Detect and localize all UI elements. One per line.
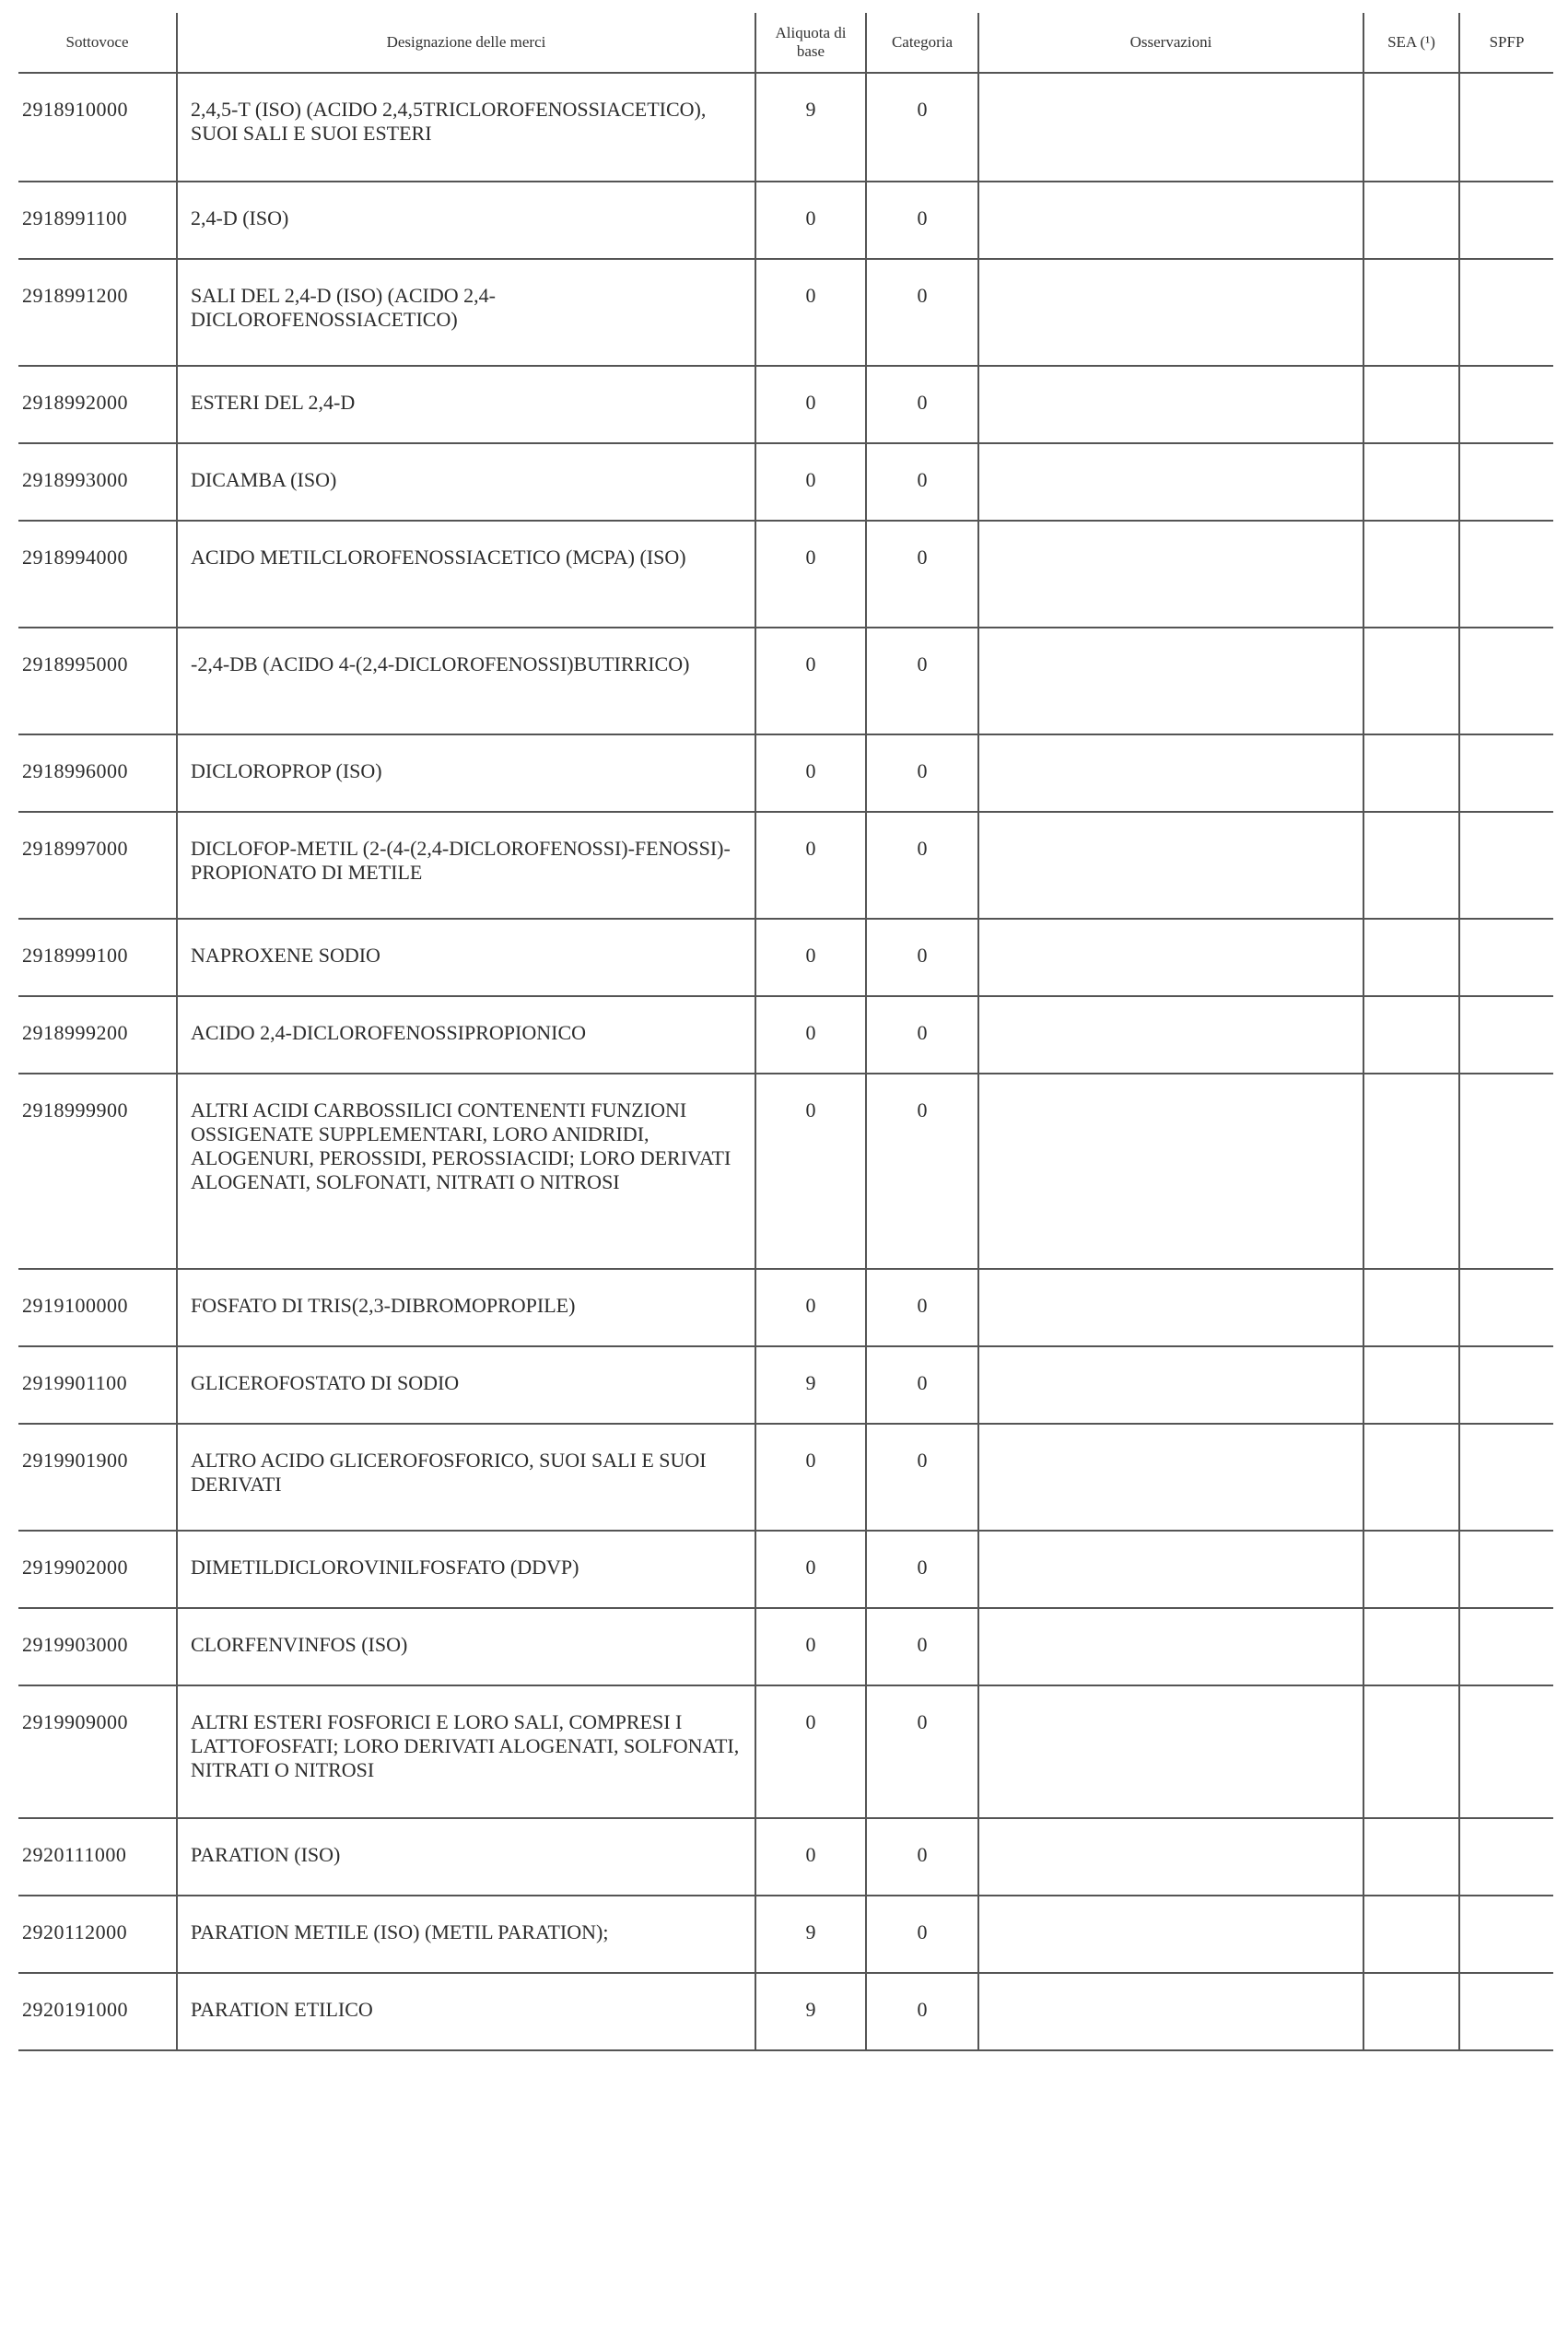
cell-category: 0 [866, 1685, 978, 1818]
cell-code: 2918991200 [18, 259, 177, 366]
cell-rate: 0 [755, 1685, 866, 1818]
header-rate [755, 13, 866, 73]
cell-sea [1363, 812, 1459, 919]
cell-code: 2920112000 [18, 1896, 177, 1973]
table-row [18, 1346, 1553, 1424]
cell-rate: 9 [755, 1346, 866, 1424]
cell-code: 2919902000 [18, 1531, 177, 1608]
cell-description: DICLOFOP-METIL (2-(4-(2,4-DICLOROFENOSSI)-FENOSSI)-PROPIONATO DI METILE [177, 812, 755, 919]
tariff-table [18, 13, 1553, 2051]
cell-spfp [1459, 1269, 1553, 1346]
header-remarks: Osservazioni [978, 13, 1363, 73]
cell-description: DICAMBA (ISO) [177, 443, 755, 521]
cell-remarks [978, 812, 1363, 919]
cell-rate: 0 [755, 366, 866, 443]
table-row [18, 521, 1553, 628]
cell-code: 2918992000 [18, 366, 177, 443]
cell-category: 0 [866, 1608, 978, 1685]
cell-rate: 0 [755, 812, 866, 919]
cell-code: 2920191000 [18, 1973, 177, 2050]
cell-description: CLORFENVINFOS (ISO) [177, 1608, 755, 1685]
cell-description: ACIDO 2,4-DICLOROFENOSSIPROPIONICO [177, 996, 755, 1074]
table-row [18, 628, 1553, 734]
cell-spfp [1459, 182, 1553, 259]
cell-rate: 0 [755, 1424, 866, 1531]
header-row [18, 13, 1553, 73]
cell-rate: 9 [755, 1973, 866, 2050]
cell-category: 0 [866, 1346, 978, 1424]
cell-remarks [978, 1074, 1363, 1269]
cell-description: FOSFATO DI TRIS(2,3-DIBROMOPROPILE) [177, 1269, 755, 1346]
cell-code: 2918999200 [18, 996, 177, 1074]
cell-remarks [978, 1269, 1363, 1346]
cell-code: 2918999100 [18, 919, 177, 996]
table-row [18, 1531, 1553, 1608]
cell-remarks [978, 628, 1363, 734]
cell-rate: 0 [755, 1074, 866, 1269]
cell-code: 2918999900 [18, 1074, 177, 1269]
cell-remarks [978, 1531, 1363, 1608]
table-row [18, 443, 1553, 521]
table-row [18, 73, 1553, 182]
cell-spfp [1459, 1818, 1553, 1896]
cell-sea [1363, 1269, 1459, 1346]
cell-sea [1363, 734, 1459, 812]
cell-category: 0 [866, 1269, 978, 1346]
cell-code: 2918993000 [18, 443, 177, 521]
cell-category: 0 [866, 443, 978, 521]
cell-description: -2,4-DB (ACIDO 4-(2,4-DICLOROFENOSSI)BUTIRRICO) [177, 628, 755, 734]
cell-code: 2918996000 [18, 734, 177, 812]
cell-description: NAPROXENE SODIO [177, 919, 755, 996]
cell-code: 2918991100 [18, 182, 177, 259]
cell-remarks [978, 73, 1363, 182]
cell-description: ALTRI ESTERI FOSFORICI E LORO SALI, COMPRESI I LATTOFOSFATI; LORO DERIVATI ALOGENATI, SOLFONATI, NITRATI O NITROSI [177, 1685, 755, 1818]
cell-category: 0 [866, 1896, 978, 1973]
cell-spfp [1459, 1074, 1553, 1269]
cell-sea [1363, 259, 1459, 366]
cell-code: 2918995000 [18, 628, 177, 734]
cell-rate: 0 [755, 919, 866, 996]
cell-category: 0 [866, 1074, 978, 1269]
cell-spfp [1459, 1346, 1553, 1424]
table-row [18, 259, 1553, 366]
cell-spfp [1459, 366, 1553, 443]
cell-remarks [978, 1608, 1363, 1685]
cell-rate: 0 [755, 1608, 866, 1685]
cell-remarks [978, 1685, 1363, 1818]
table-row [18, 919, 1553, 996]
cell-rate: 0 [755, 628, 866, 734]
cell-description: DICLOROPROP (ISO) [177, 734, 755, 812]
cell-spfp [1459, 1424, 1553, 1531]
cell-category: 0 [866, 366, 978, 443]
cell-description: ACIDO METILCLOROFENOSSIACETICO (MCPA) (ISO) [177, 521, 755, 628]
table-row [18, 1818, 1553, 1896]
cell-category: 0 [866, 628, 978, 734]
table-row [18, 1269, 1553, 1346]
cell-sea [1363, 1346, 1459, 1424]
cell-spfp [1459, 259, 1553, 366]
cell-category: 0 [866, 734, 978, 812]
tariff-page [18, 13, 1553, 2051]
table-row [18, 734, 1553, 812]
cell-code: 2919901100 [18, 1346, 177, 1424]
header-rate-line2: base [796, 42, 825, 60]
header-description: Designazione delle merci [177, 13, 755, 73]
table-row [18, 996, 1553, 1074]
cell-spfp [1459, 1608, 1553, 1685]
table-row [18, 1685, 1553, 1818]
cell-spfp [1459, 443, 1553, 521]
header-code: Sottovoce [18, 13, 177, 73]
cell-sea [1363, 628, 1459, 734]
cell-description: 2,4-D (ISO) [177, 182, 755, 259]
cell-rate: 0 [755, 1531, 866, 1608]
cell-description: ALTRO ACIDO GLICEROFOSFORICO, SUOI SALI E SUOI DERIVATI [177, 1424, 755, 1531]
cell-remarks [978, 1346, 1363, 1424]
cell-description: PARATION ETILICO [177, 1973, 755, 2050]
cell-spfp [1459, 73, 1553, 182]
cell-spfp [1459, 1685, 1553, 1818]
table-row [18, 366, 1553, 443]
cell-spfp [1459, 1896, 1553, 1973]
cell-code: 2919100000 [18, 1269, 177, 1346]
cell-code: 2919901900 [18, 1424, 177, 1531]
cell-remarks [978, 521, 1363, 628]
cell-category: 0 [866, 996, 978, 1074]
cell-remarks [978, 182, 1363, 259]
cell-remarks [978, 1973, 1363, 2050]
cell-category: 0 [866, 1973, 978, 2050]
header-category: Categoria [866, 13, 978, 73]
cell-spfp [1459, 812, 1553, 919]
cell-spfp [1459, 628, 1553, 734]
cell-remarks [978, 919, 1363, 996]
cell-sea [1363, 443, 1459, 521]
cell-spfp [1459, 996, 1553, 1074]
cell-remarks [978, 1424, 1363, 1531]
cell-sea [1363, 919, 1459, 996]
cell-description: 2,4,5-T (ISO) (ACIDO 2,4,5TRICLOROFENOSSIACETICO), SUOI SALI E SUOI ESTERI [177, 73, 755, 182]
cell-category: 0 [866, 182, 978, 259]
table-row [18, 182, 1553, 259]
cell-sea [1363, 1685, 1459, 1818]
cell-category: 0 [866, 1531, 978, 1608]
cell-rate: 0 [755, 259, 866, 366]
cell-description: GLICEROFOSTATO DI SODIO [177, 1346, 755, 1424]
cell-category: 0 [866, 1424, 978, 1531]
cell-sea [1363, 366, 1459, 443]
cell-category: 0 [866, 919, 978, 996]
cell-code: 2920111000 [18, 1818, 177, 1896]
cell-description: SALI DEL 2,4-D (ISO) (ACIDO 2,4-DICLOROFENOSSIACETICO) [177, 259, 755, 366]
table-row [18, 1973, 1553, 2050]
cell-category: 0 [866, 521, 978, 628]
cell-category: 0 [866, 73, 978, 182]
cell-description: ALTRI ACIDI CARBOSSILICI CONTENENTI FUNZIONI OSSIGENATE SUPPLEMENTARI, LORO ANIDRIDI, ALOGENURI, PEROSSIDI, PEROSSIACIDI; LORO DERIVATI ALOGENATI, SOLFONATI, NITRATI O NITROSI [177, 1074, 755, 1269]
cell-spfp [1459, 1973, 1553, 2050]
cell-remarks [978, 366, 1363, 443]
cell-sea [1363, 1531, 1459, 1608]
header-sea: SEA (¹) [1363, 13, 1459, 73]
cell-sea [1363, 73, 1459, 182]
cell-description: PARATION METILE (ISO) (METIL PARATION); [177, 1896, 755, 1973]
cell-rate: 0 [755, 521, 866, 628]
cell-remarks [978, 996, 1363, 1074]
cell-category: 0 [866, 812, 978, 919]
cell-remarks [978, 443, 1363, 521]
cell-spfp [1459, 734, 1553, 812]
cell-spfp [1459, 521, 1553, 628]
table-row [18, 1896, 1553, 1973]
cell-rate: 0 [755, 734, 866, 812]
cell-rate: 0 [755, 443, 866, 521]
cell-code: 2919909000 [18, 1685, 177, 1818]
cell-remarks [978, 1818, 1363, 1896]
cell-code: 2918994000 [18, 521, 177, 628]
cell-sea [1363, 1608, 1459, 1685]
cell-rate: 9 [755, 1896, 866, 1973]
cell-rate: 0 [755, 1818, 866, 1896]
table-row [18, 812, 1553, 919]
cell-category: 0 [866, 1818, 978, 1896]
cell-code: 2919903000 [18, 1608, 177, 1685]
cell-description: DIMETILDICLOROVINILFOSFATO (DDVP) [177, 1531, 755, 1608]
cell-sea [1363, 182, 1459, 259]
cell-sea [1363, 1896, 1459, 1973]
cell-sea [1363, 1424, 1459, 1531]
table-row [18, 1424, 1553, 1531]
cell-description: ESTERI DEL 2,4-D [177, 366, 755, 443]
cell-remarks [978, 734, 1363, 812]
header-spfp: SPFP [1459, 13, 1553, 73]
cell-sea [1363, 1973, 1459, 2050]
table-body [18, 73, 1553, 2050]
cell-code: 2918910000 [18, 73, 177, 182]
table-row [18, 1608, 1553, 1685]
cell-rate: 9 [755, 73, 866, 182]
cell-category: 0 [866, 259, 978, 366]
cell-sea [1363, 1818, 1459, 1896]
cell-description: PARATION (ISO) [177, 1818, 755, 1896]
cell-sea [1363, 1074, 1459, 1269]
cell-rate: 0 [755, 996, 866, 1074]
cell-remarks [978, 259, 1363, 366]
cell-remarks [978, 1896, 1363, 1973]
header-rate-line1: Aliquota di [775, 24, 847, 41]
cell-code: 2918997000 [18, 812, 177, 919]
cell-rate: 0 [755, 1269, 866, 1346]
cell-rate: 0 [755, 182, 866, 259]
cell-spfp [1459, 919, 1553, 996]
cell-sea [1363, 521, 1459, 628]
cell-sea [1363, 996, 1459, 1074]
cell-spfp [1459, 1531, 1553, 1608]
table-row [18, 1074, 1553, 1269]
